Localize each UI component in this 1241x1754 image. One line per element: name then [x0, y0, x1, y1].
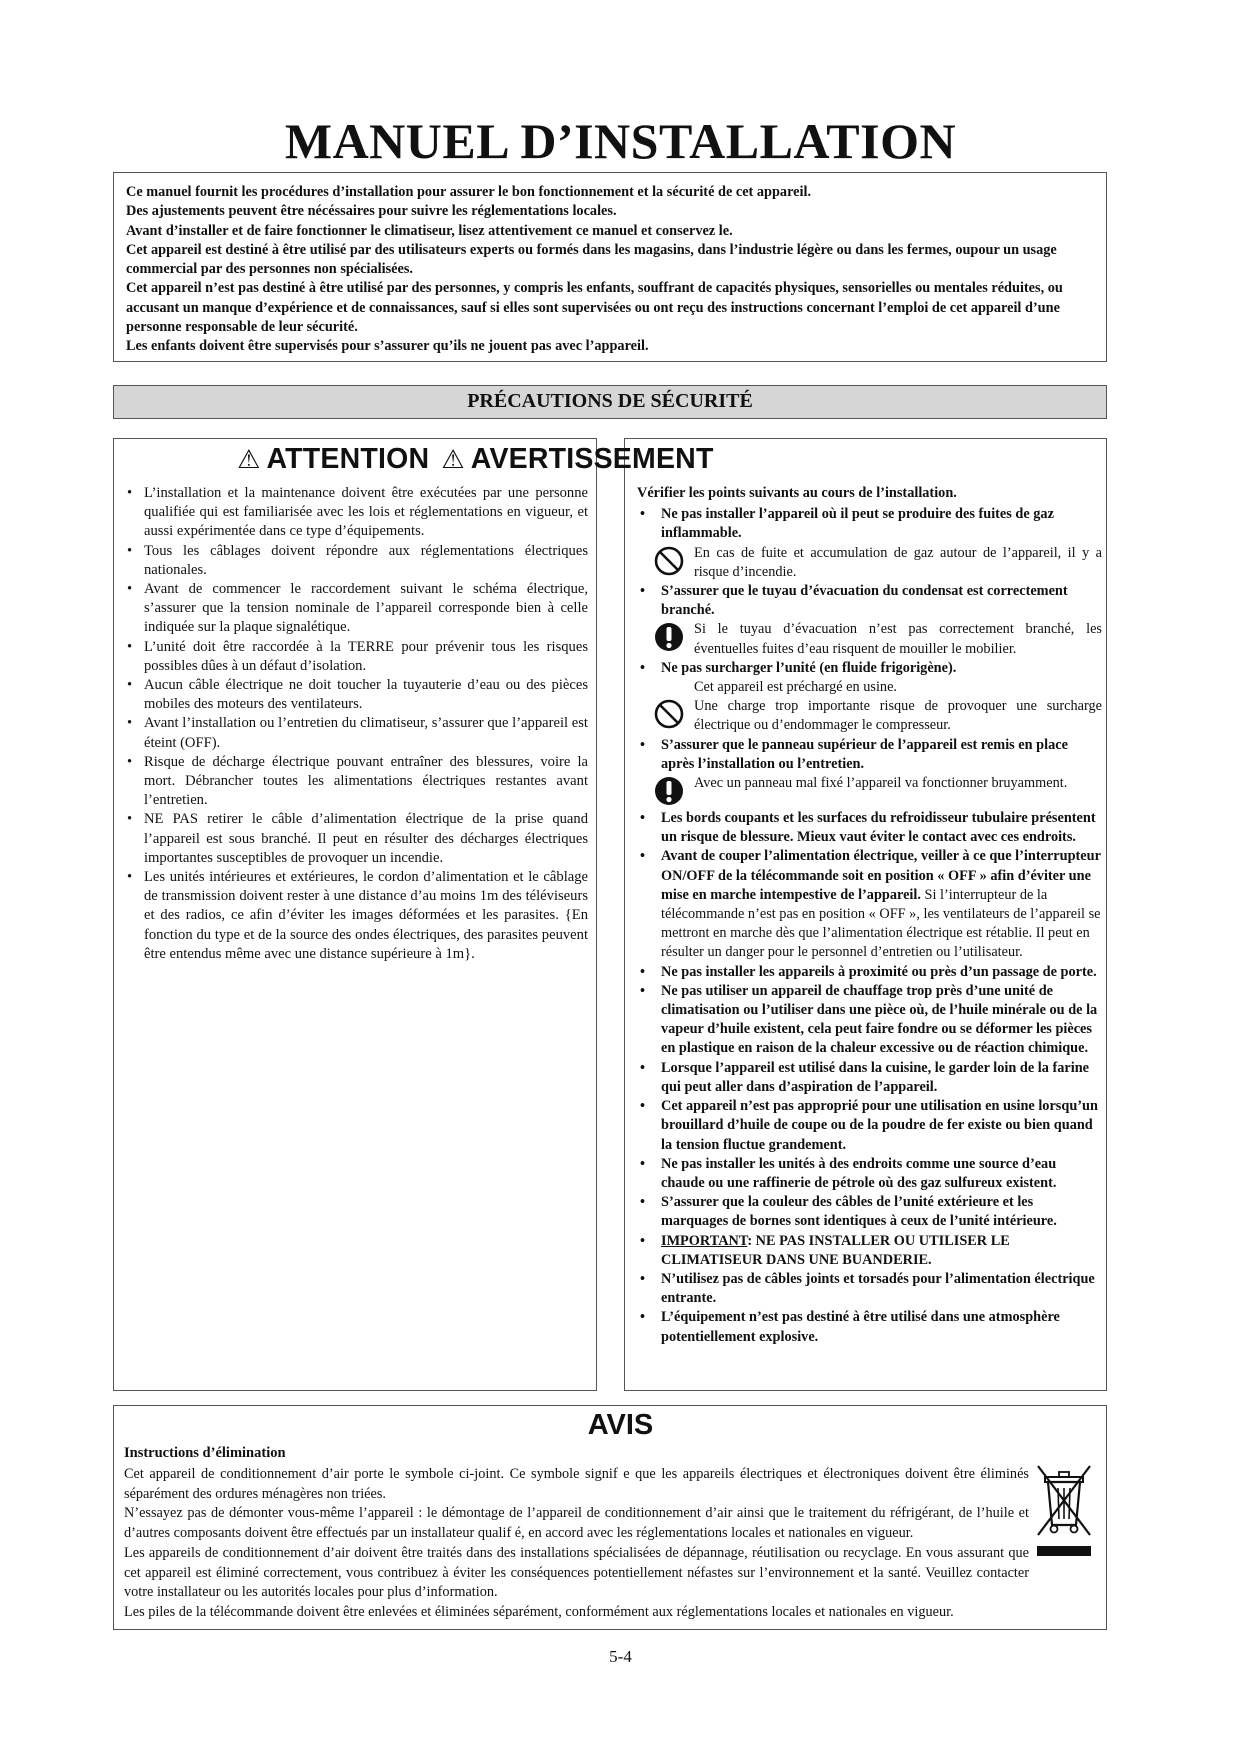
list-item: • Ne pas installer les appareils à proximité ou près d’un passage de porte. [634, 963, 1102, 982]
item-note [653, 544, 1102, 582]
item-text: Si l’interrupteur de la télécommande n’est pas en position « OFF », les ventilateurs de l’appareil se mettront en marche dès que l’alimentation électrique est rétablie. Il peut en résulter un danger pour le personnel d’entretien ou l’utilisateur. [661, 886, 1101, 961]
note-text: En cas de fuite et accumulation de gaz autour de l’appareil, il y a risque d’incendie. [694, 544, 1102, 580]
item-text: S’assurer que le panneau supérieur de l’appareil est remis en place après l’installation ou l’entretien. [661, 736, 1068, 772]
intro-line: Des ajustements peuvent être nécéssaires pour suivre les réglementations locales. [126, 203, 617, 220]
item-note [653, 620, 1102, 658]
list-item: • Cet appareil n’est pas approprié pour une utilisation en usine lorsqu’un brouillard d’huile de coupe ou de la poudre de fer existe ou bien quand la tension fluctue grandement. [634, 1097, 1102, 1155]
avis-paragraph: Les appareils de conditionnement d’air doivent être traités dans des installations spécialisées de dépannage, réutilisation ou recyclage. En vous assurant que cet appareil est éliminé correctement, vous contribuez à éviter les conséquences potentiellement néfastes sur l’environnement et la santé. Veuillez contacter votre installateur ou les autorités locales pour plus d’information. [124, 1544, 1029, 1601]
list-item: • Ne pas installer les unités à des endroits comme une source d’eau chaude ou une raffinerie de pétrole où des gaz sulfureux existent. [634, 1155, 1102, 1193]
item-text: : NE PAS INSTALLER OU UTILISER LE CLIMATISEUR DANS UNE BUANDERIE. [661, 1232, 1010, 1268]
disposal-instructions-text [124, 1465, 1029, 1623]
intro-line: Avant d’installer et de faire fonctionner le climatiseur, lisez attentivement ce manuel et conservez le. [126, 222, 733, 239]
list-item: • L’unité doit être raccordée à la TERRE pour prévenir tous les risques possibles dûes à un défaut d’isolation. [122, 638, 588, 676]
avertissement-list [634, 505, 1102, 1347]
intro-line: Cet appareil n’est pas destiné à être utilisé par des personnes, y compris les enfants, souffrant de capacités physiques, sensorielles ou mentales réduites, ou accusant un manque d’expérience et de connaissances, sauf si elles sont supervisées ou ont reçu des instructions concernant l’emploi de cet appareil d’une personne responsable de leur sécurité. [126, 280, 1063, 336]
avis-paragraph: Les piles de la télécommande doivent être enlevées et éliminées séparément, conformément aux réglementations locales et nationales en vigueur. [124, 1603, 954, 1620]
list-item: • L’équipement n’est pas destiné à être utilisé dans une atmosphère potentiellement explosive. [634, 1308, 1102, 1346]
intro-line: Les enfants doivent être supervisés pour s’assurer qu’ils ne jouent pas avec l’appareil. [126, 338, 649, 355]
list-item [634, 582, 1102, 659]
intro-box [113, 172, 1107, 362]
list-item: • L’installation et la maintenance doivent être exécutées par une personne qualifiée qui est familiarisée avec les lois et réglementations en vigueur, et aussi expérimentée dans ce type d’équipements. [122, 484, 588, 542]
item-note [653, 697, 1102, 735]
list-item: • Tous les câblages doivent répondre aux réglementations électriques nationales. [122, 542, 588, 580]
list-item [634, 1232, 1102, 1270]
disposal-instructions-title: Instructions d’élimination [124, 1445, 286, 1461]
checklist-lead: Vérifier les points suivants au cours de l’installation. [637, 485, 957, 501]
important-label: IMPORTANT [661, 1232, 748, 1249]
intro-line: Cet appareil est destiné à être utilisé par des utilisateurs experts ou formés dans les magasins, dans l’industrie légère ou dans les fermes, oupour un usage commercial par des personnes non spécialisées. [126, 241, 1057, 278]
warning-triangle-icon: ⚠ [441, 444, 465, 474]
list-item: • Risque de décharge électrique pouvant entraîner des blessures, voire la mort. Débrancher toutes les alimentations électriques restantes avant l’entretien. [122, 753, 588, 811]
warning-triangle-icon: ⚠ [237, 444, 261, 474]
item-text: S’assurer que le tuyau d’évacuation du condensat est correctement branché. [661, 583, 1068, 619]
note-text: Une charge trop importante risque de provoquer une surcharge électrique ou d’endommager le compresseur. [694, 698, 1102, 734]
avertissement-label: AVERTISSEMENT [470, 443, 714, 475]
safety-precautions-banner: PRÉCAUTIONS DE SÉCURITÉ [113, 385, 1107, 419]
list-item: • Lorsque l’appareil est utilisé dans la cuisine, le garder loin de la farine qui peut aller dans d’aspiration de l’appareil. [634, 1059, 1102, 1097]
note-text: Si le tuyau d’évacuation n’est pas correctement branché, les éventuelles fuites d’eau risquent de mouiller le mobilier. [694, 621, 1102, 657]
list-item: • Aucun câble électrique ne doit toucher la tuyauterie d’eau ou des pièces mobiles des moteurs des ventilateurs. [122, 676, 588, 714]
item-note [653, 774, 1102, 809]
list-item [634, 659, 1102, 736]
avis-paragraph: Cet appareil de conditionnement d’air porte le symbole ci-joint. Ce symbole signif e que les appareils électriques et électroniques doivent être éliminés séparément des ordures ménagères non triées. [124, 1466, 1029, 1502]
note-text: Avec un panneau mal fixé l’appareil va fonctionner bruyamment. [694, 775, 1068, 792]
attention-list [122, 484, 588, 964]
list-item: • Ne pas utiliser un appareil de chauffage trop près d’une unité de climatisation ou l’utiliser dans une pièce où, de l’huile minérale ou de la vapeur d’huile existent, cela peut faire fondre ou se déformer les pièces en plastique en raison de la chaleur excessive ou de réaction chimique. [634, 982, 1102, 1059]
list-item: • NE PAS retirer le câble d’alimentation électrique de la prise quand l’appareil est sous branché. Il peut en résulter des décharges électriques importantes susceptibles de provoquer un incendie. [122, 810, 588, 868]
list-item: • S’assurer que la couleur des câbles de l’unité extérieure et les marquages de bornes sont identiques à ceux de l’unité intérieure. [634, 1193, 1102, 1231]
prohibition-icon [653, 698, 687, 732]
page-number: 5-4 [609, 1647, 632, 1666]
avis-title: AVIS [587, 1409, 654, 1441]
list-item: • Avant l’installation ou l’entretien du climatiseur, s’assurer que l’appareil est éteint (OFF). [122, 714, 588, 752]
list-item: • Les bords coupants et les surfaces du refroidisseur tubulaire présentent un risque de blessure. Mieux vaut éviter le contact avec ces endroits. [634, 809, 1102, 847]
item-text: Avant de couper l’alimentation électrique, veiller à ce que l’interrupteur ON/OFF de la télécommande soit en position « OFF » afin d’éviter une mise en marche intempestive de l’appareil. [661, 848, 1101, 903]
list-item [634, 736, 1102, 809]
list-item: • Avant de commencer le raccordement suivant le schéma électrique, s’assurer que la tension nominale de l’appareil corresponde bien à celle indiquée sur la plaque signalétique. [122, 580, 588, 638]
intro-line: Ce manuel fournit les procédures d’installation pour assurer le bon fonctionnement et la sécurité de cet appareil. [126, 184, 812, 200]
avertissement-content [634, 484, 1102, 1347]
page-title: MANUEL D’INSTALLATION [284, 113, 957, 169]
list-item: • Les unités intérieures et extérieures, le cordon d’alimentation et le câblage de transmission doivent rester à une distance d’au moins 1m des téléviseurs et des radios, ce afin d’éviter les images déformées et les parasites. {En fonction du type et de la source des ondes électriques, des parasites peuvent être entendus même avec une distance supérieure à 1m}. [122, 868, 588, 964]
list-item: • N’utilisez pas de câbles joints et torsadés pour l’alimentation électrique entrante. [634, 1270, 1102, 1308]
list-item [634, 505, 1102, 582]
item-text: Ne pas surcharger l’unité (en fluide frigorigène). [661, 659, 957, 676]
note-text: Cet appareil est préchargé en usine. [694, 679, 897, 696]
attention-label: ATTENTION [266, 443, 430, 475]
list-item [634, 847, 1102, 962]
prohibition-icon [653, 545, 687, 579]
avis-paragraph: N’essayez pas de démonter vous-même l’appareil : le démontage de l’appareil de conditionnement d’air ainsi que le traitement du réfrigérant, de l’huile et d’autres composants doivent être effectués par un installateur qualif é, en accord avec les réglementations locales et nationales en vigueur. [124, 1505, 1029, 1542]
crossed-bin-icon [1033, 1463, 1095, 1558]
exclamation-icon [653, 775, 687, 809]
exclamation-icon [653, 621, 687, 655]
warning-heading [237, 443, 714, 476]
item-text: Ne pas installer l’appareil où il peut se produire des fuites de gaz inflammable. [661, 506, 1054, 542]
item-note [694, 678, 1102, 697]
